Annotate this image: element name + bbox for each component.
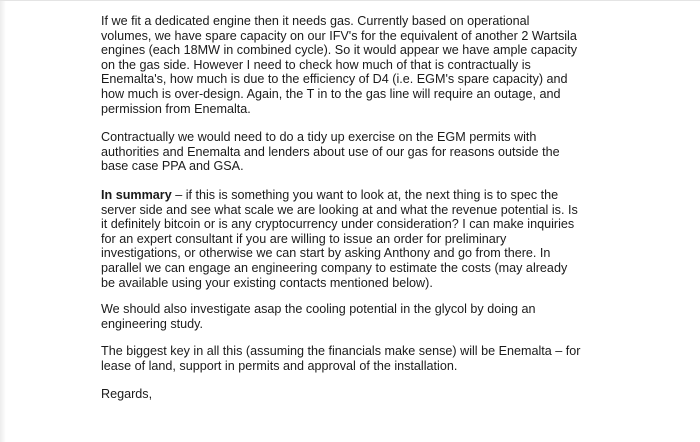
paragraph-enemalta: The biggest key in all this (assuming the financials make sense) will be Enemalta – for lease of land, support in permits and approval of the installation. bbox=[101, 344, 581, 373]
paragraph-gas-capacity: If we fit a dedicated engine then it needs gas. Currently based on operational volumes, we have spare capacity on our IFV's for the equivalent of another 2 Wartsila engines (each 18MW in combined cycle). So it would appear we have ample capacity on the gas side. However I need to check how much of that is contractually is Enemalta's, how much is due to the efficiency of D4 (i.e. EGM's spare capacity) and how much is over-design. Again, the T in to the gas line will require an outage, and permission from Enemalta. bbox=[101, 14, 578, 116]
email-body bbox=[101, 14, 671, 416]
paragraph-summary bbox=[101, 188, 671, 290]
summary-text: – if this is something you want to look at, the next thing is to spec the server side and see what scale we are looking at and what the revenue potential is. Is it definitely bitcoin or is any cryptocurrency under consideration? I can make inquiries for an expert consultant if you are willing to issue an order for preliminary investigations, or otherwise we can start by asking Anthony and go from there. In parallel we can engage an engineering company to estimate the costs (may already be available using your existing contacts mentioned below). bbox=[101, 187, 578, 290]
sign-off: Regards, bbox=[101, 387, 153, 402]
summary-lead: In summary bbox=[101, 187, 172, 202]
page-edge-shadow bbox=[0, 1, 6, 442]
paragraph-cooling: We should also investigate asap the cooling potential in the glycol by doing an engineering study. bbox=[101, 302, 536, 331]
paragraph-contractual: Contractually we would need to do a tidy up exercise on the EGM permits with authorities and Enemalta and lenders about use of our gas for reasons outside the base case PPA and GSA. bbox=[101, 130, 560, 174]
